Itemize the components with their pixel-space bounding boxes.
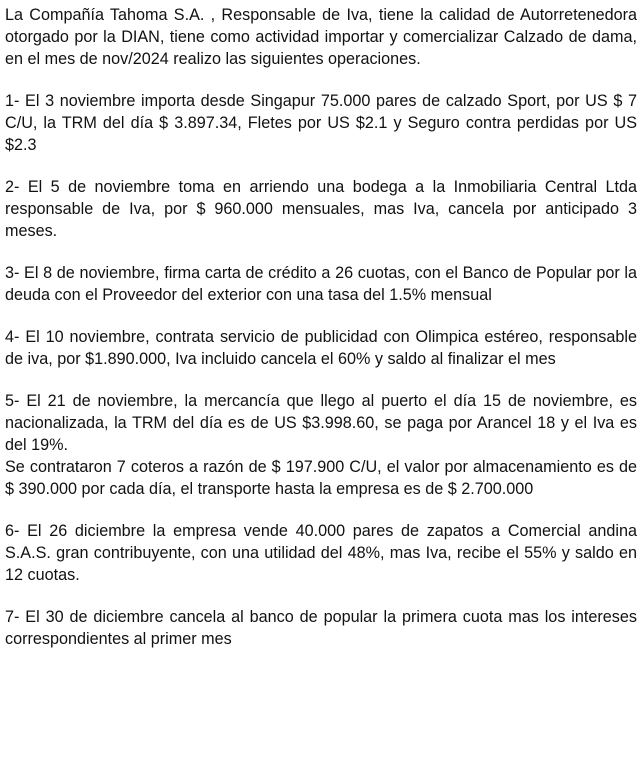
- paragraph-gap: [5, 500, 637, 520]
- operation-item-7: 7- El 30 de diciembre cancela al banco de popular la primera cuota mas los intereses correspondientes al primer mes: [5, 608, 637, 648]
- operation-item-4: 4- El 10 noviembre, contrata servicio de publicidad con Olimpica estéreo, responsable de iva, por $1.890.000, Iva incluido cancela el 60% y saldo al finalizar el mes: [5, 328, 637, 368]
- intro-paragraph: La Compañía Tahoma S.A. , Responsable de Iva, tiene la calidad de Autorretenedora otorgado por la DIAN, tiene como actividad importar y comercializar Calzado de dama, en el mes de nov/2024 realizo las siguientes operaciones.: [5, 6, 637, 68]
- paragraph-gap: [5, 70, 637, 90]
- paragraph-gap: [5, 156, 637, 176]
- operation-item-1: 1- El 3 noviembre importa desde Singapur 75.000 pares de calzado Sport, por US $ 7 C/U, la TRM del día $ 3.897.34, Fletes por US $2.1 y Seguro contra perdidas por US $2.3: [5, 92, 637, 154]
- paragraph-gap: [5, 306, 637, 326]
- operation-item-2: 2- El 5 de noviembre toma en arriendo una bodega a la Inmobiliaria Central Ltda responsable de Iva, por $ 960.000 mensuales, mas Iva, cancela por anticipado 3 meses.: [5, 178, 637, 240]
- operation-item-5: 5- El 21 de noviembre, la mercancía que llego al puerto el día 15 de noviembre, es nacionalizada, la TRM del día es de US $3.998.60, se paga por Arancel 18 y el Iva es del 19%.: [5, 392, 637, 454]
- operation-item-6: 6- El 26 diciembre la empresa vende 40.000 pares de zapatos a Comercial andina S.A.S. gran contribuyente, con una utilidad del 48%, mas Iva, recibe el 55% y saldo en 12 cuotas.: [5, 522, 637, 584]
- operation-item-5-continuation: Se contrataron 7 coteros a razón de $ 197.900 C/U, el valor por almacenamiento es de $ 390.000 por cada día, el transporte hasta la empresa es de $ 2.700.000: [5, 458, 637, 498]
- paragraph-gap: [5, 242, 637, 262]
- paragraph-gap: [5, 586, 637, 606]
- paragraph-gap: [5, 370, 637, 390]
- document-body: [5, 4, 637, 650]
- operation-item-3: 3- El 8 de noviembre, firma carta de crédito a 26 cuotas, con el Banco de Popular por la deuda con el Proveedor del exterior con una tasa del 1.5% mensual: [5, 264, 637, 304]
